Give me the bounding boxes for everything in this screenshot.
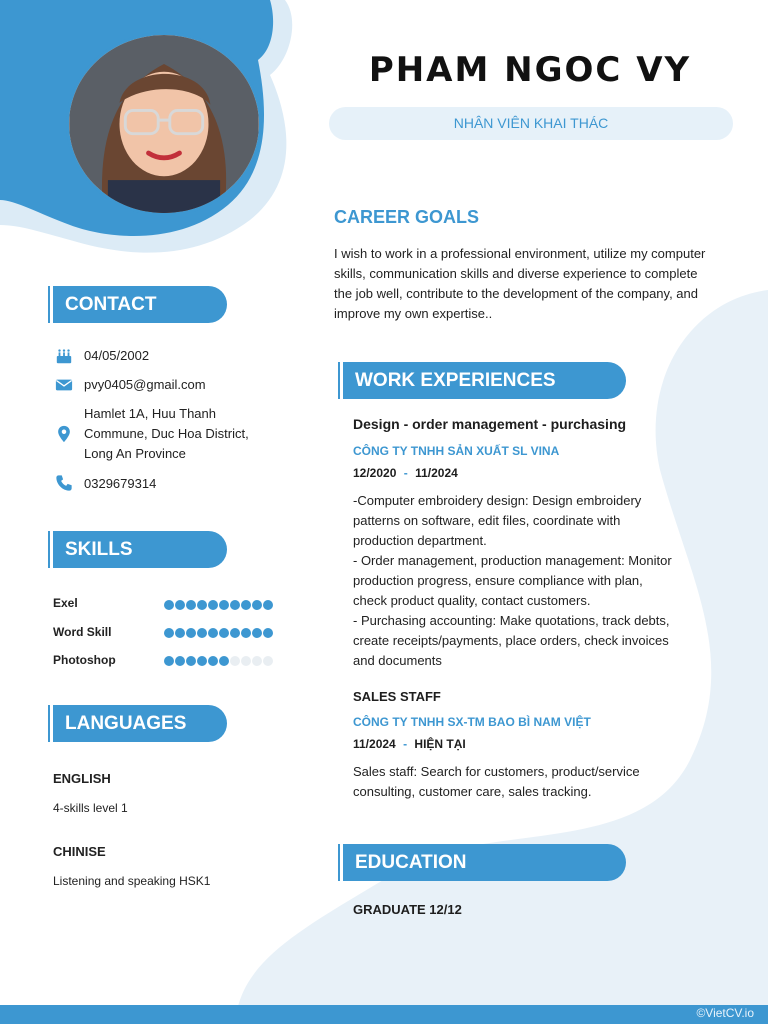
skill-rating [164,656,273,666]
skill-dot-filled [208,656,218,666]
contact-birthday: 04/05/2002 [84,348,150,363]
skill-dot-filled [219,628,229,638]
job-end-date: 11/2024 [415,466,458,480]
skill-dot-filled [241,628,251,638]
job-description-line: - Purchasing accounting: Make quotations, track debts, [353,613,670,628]
skill-name: Photoshop [53,653,116,667]
language-detail: Listening and speaking HSK1 [53,874,211,888]
job-company: CÔNG TY TNHH SX-TM BAO BÌ NAM VIỆT [353,715,591,729]
job-description-line: production department. [353,533,487,548]
job-description-line: create receipts/payments, place orders, check invoices [353,633,669,648]
skill-dot-filled [175,600,185,610]
skill-dot-filled [164,656,174,666]
skill-dot-filled [197,600,207,610]
skill-dot-filled [219,600,229,610]
career-goals-line: I wish to work in a professional environment, utilize my computer [334,246,706,261]
skill-dot-filled [219,656,229,666]
language-name: ENGLISH [53,771,111,786]
watermark: ©VietCV.io [696,1006,754,1020]
contact-address [84,404,249,464]
skill-dot-filled [186,656,196,666]
career-goals-line: the job well, contribute to the development of the company, and [334,286,698,301]
skill-dot-filled [252,600,262,610]
address-line: Long An Province [84,446,186,461]
address-line: Commune, Duc Hoa District, [84,426,249,441]
job-description-line: check product quality, contact customers. [353,593,591,608]
date-separator: - [403,466,408,480]
address-line: Hamlet 1A, Huu Thanh [84,406,216,421]
job-position: Design - order management - purchasing [353,416,627,432]
contact-section-header: CONTACT [53,286,227,323]
job-dates [353,466,458,480]
skill-rating [164,628,273,638]
footer-bar [0,1005,768,1024]
language-detail: 4-skills level 1 [53,801,128,815]
skill-dot-filled [263,628,273,638]
candidate-name: PHAM NGOC VY [368,50,692,90]
skill-dot-empty [263,656,273,666]
job-description-line: production progress, ensure compliance with plan, [353,573,643,588]
job-description-line: -Computer embroidery design: Design embroidery [353,493,642,508]
contact-phone[interactable]: 0329679314 [84,476,157,491]
job-description-line: and documents [353,653,442,668]
job-start-date: 11/2024 [353,737,396,751]
job-description [353,762,723,802]
skill-dot-filled [208,628,218,638]
language-name: CHINISE [53,844,106,859]
skill-dot-filled [175,656,185,666]
skill-dot-filled [164,600,174,610]
skill-dot-filled [230,628,240,638]
date-separator: - [403,737,408,751]
skill-name: Exel [53,596,78,610]
career-goals-line: skills, communication skills and diverse experience to complete [334,266,698,281]
skill-dot-empty [230,656,240,666]
education-item: GRADUATE 12/12 [353,902,462,917]
skill-dot-filled [197,628,207,638]
job-description-line: Sales staff: Search for customers, product/service [353,764,640,779]
skill-dot-filled [164,628,174,638]
job-description-line: consulting, customer care, sales tracking. [353,784,592,799]
location-pin-icon [54,424,74,444]
job-company: CÔNG TY TNHH SẢN XUẤT SL VINA [353,444,560,458]
birthday-cake-icon [54,346,74,366]
skill-dot-empty [252,656,262,666]
job-description-line: - Order management, production management: Monitor [353,553,672,568]
skill-dot-filled [230,600,240,610]
email-icon [54,375,74,395]
job-position: SALES STAFF [353,689,441,704]
job-start-date: 12/2020 [353,466,397,480]
job-dates [353,737,466,751]
skill-dot-filled [197,656,207,666]
skill-dot-filled [252,628,262,638]
skill-dot-filled [241,600,251,610]
skill-dot-filled [208,600,218,610]
skills-section-header: SKILLS [53,531,227,568]
phone-icon [54,473,74,493]
job-title-badge: NHÂN VIÊN KHAI THÁC [329,107,733,140]
skill-dot-empty [241,656,251,666]
languages-section-header: LANGUAGES [53,705,227,742]
work-experiences-section-header: WORK EXPERIENCES [343,362,626,399]
job-description [353,491,723,671]
avatar [66,32,262,216]
career-goals-text [334,244,734,324]
skill-dot-filled [175,628,185,638]
job-description-line: patterns on software, edit files, coordinate with [353,513,621,528]
skill-dot-filled [186,600,196,610]
job-end-date: HIỆN TẠI [414,737,466,751]
skill-rating [164,600,273,610]
contact-email[interactable]: pvy0405@gmail.com [84,377,206,392]
education-section-header: EDUCATION [343,844,626,881]
career-goals-heading: CAREER GOALS [334,207,480,227]
skill-dot-filled [263,600,273,610]
skill-name: Word Skill [53,625,112,639]
career-goals-line: improve my own expertise.. [334,306,493,321]
skill-dot-filled [186,628,196,638]
